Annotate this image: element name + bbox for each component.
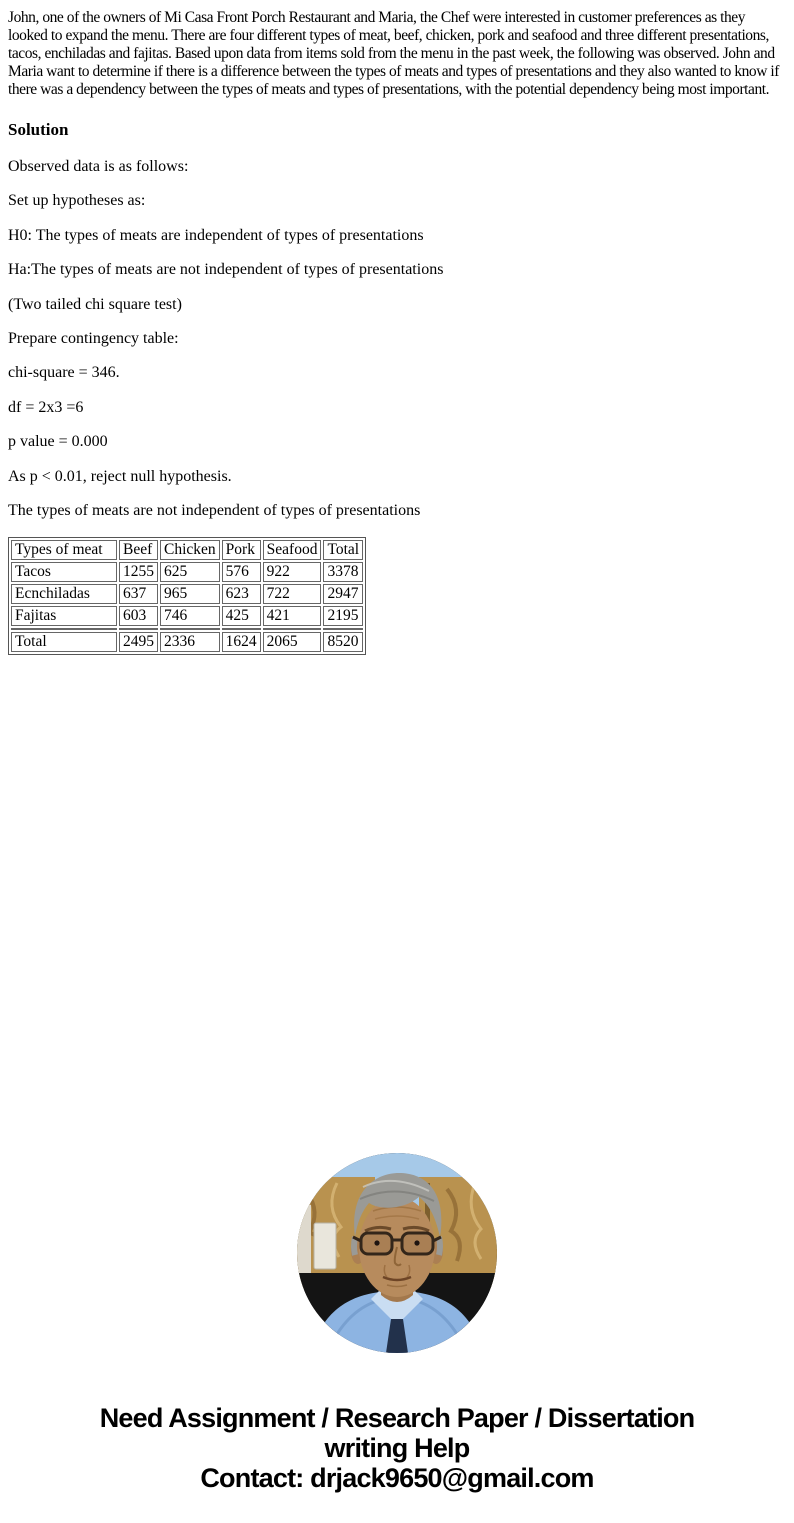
col-header-pork: Pork (222, 540, 261, 560)
solution-line-pvalue: p value = 0.000 (8, 433, 108, 451)
row-label: Fajitas (11, 606, 117, 626)
solution-line-observed: Observed data is as follows: (8, 158, 189, 175)
table-cell: 625 (160, 562, 220, 582)
row-label: Ecnchiladas (11, 584, 117, 604)
row-label: Tacos (11, 562, 117, 582)
table-cell: 8520 (323, 632, 363, 652)
table-cell-empty (11, 628, 117, 630)
table-cell-empty (119, 628, 158, 630)
col-header-types-of-meat: Types of meat (11, 540, 117, 560)
footer-heading-line-1: Need Assignment / Research Paper / Dissertation (99, 1403, 695, 1433)
solution-line-hypotheses: Set up hypotheses as: (8, 192, 146, 210)
table-cell: 623 (222, 584, 261, 604)
table-cell: 421 (263, 606, 322, 626)
table-row-ecnchiladas (11, 584, 363, 604)
table-cell-empty (160, 628, 220, 630)
footer-heading-line-2: writing Help (324, 1433, 470, 1463)
table-cell: 746 (160, 606, 220, 626)
row-label: Total (11, 632, 117, 652)
table-cell: 2065 (263, 632, 322, 652)
avatar-photo-illustration (297, 1153, 497, 1353)
table-row-spacer (11, 628, 363, 630)
solution-heading: Solution (8, 120, 69, 139)
table-row-tacos (11, 562, 363, 582)
contingency-table (8, 537, 366, 655)
col-header-total: Total (323, 540, 363, 560)
col-header-chicken: Chicken (160, 540, 220, 560)
table-cell-empty (222, 628, 261, 630)
solution-line-ha: Ha:The types of meats are not independent of types of presentations (8, 261, 444, 279)
intro-paragraph: John, one of the owners of Mi Casa Front Porch Restaurant and Maria, the Chef were interested in customer preferences as they looked to expand the menu. There are four different types of meat, beef, chicken, pork and seafood and three different presentations, tacos, enchiladas and fajitas. Based upon data from items sold from the menu in the past week, the following was observed. John and Maria want to determine if there is a difference between the types of meats and types of presentations and they also wanted to know if there was a dependency between the types of meats and types of presentations, with the potential dependency being most important. (8, 9, 779, 98)
table-cell: 637 (119, 584, 158, 604)
solution-line-prepare: Prepare contingency table: (8, 330, 179, 348)
table-cell: 2195 (323, 606, 363, 626)
table-cell-empty (323, 628, 363, 630)
footer-contact: Contact: drjack9650@gmail.com (200, 1463, 594, 1493)
solution-line-h0: H0: The types of meats are independent of types of presentations (8, 226, 424, 244)
solution-line-chisquare: chi-square = 346. (8, 364, 120, 382)
table-cell: 2947 (323, 584, 363, 604)
solution-line-df: df = 2x3 =6 (8, 398, 84, 416)
table-row-fajitas (11, 606, 363, 626)
solution-line-reject: As p < 0.01, reject null hypothesis. (8, 467, 232, 485)
avatar (297, 1153, 497, 1353)
table-cell: 2336 (160, 632, 220, 652)
table-cell: 603 (119, 606, 158, 626)
solution-line-conclusion: The types of meats are not independent of types of presentations (8, 502, 421, 520)
solution-line-two-tailed: (Two tailed chi square test) (8, 295, 182, 313)
table-cell: 922 (263, 562, 322, 582)
table-cell: 722 (263, 584, 322, 604)
table-cell: 3378 (323, 562, 363, 582)
table-cell: 425 (222, 606, 261, 626)
footer-banner (0, 1403, 794, 1493)
document-content (0, 0, 794, 655)
table-header-row (11, 540, 363, 560)
table-cell: 965 (160, 584, 220, 604)
table-cell: 576 (222, 562, 261, 582)
col-header-beef: Beef (119, 540, 158, 560)
col-header-seafood: Seafood (263, 540, 322, 560)
table-cell: 1255 (119, 562, 158, 582)
table-cell: 2495 (119, 632, 158, 652)
table-row-total (11, 632, 363, 652)
table-cell: 1624 (222, 632, 261, 652)
table-cell-empty (263, 628, 322, 630)
